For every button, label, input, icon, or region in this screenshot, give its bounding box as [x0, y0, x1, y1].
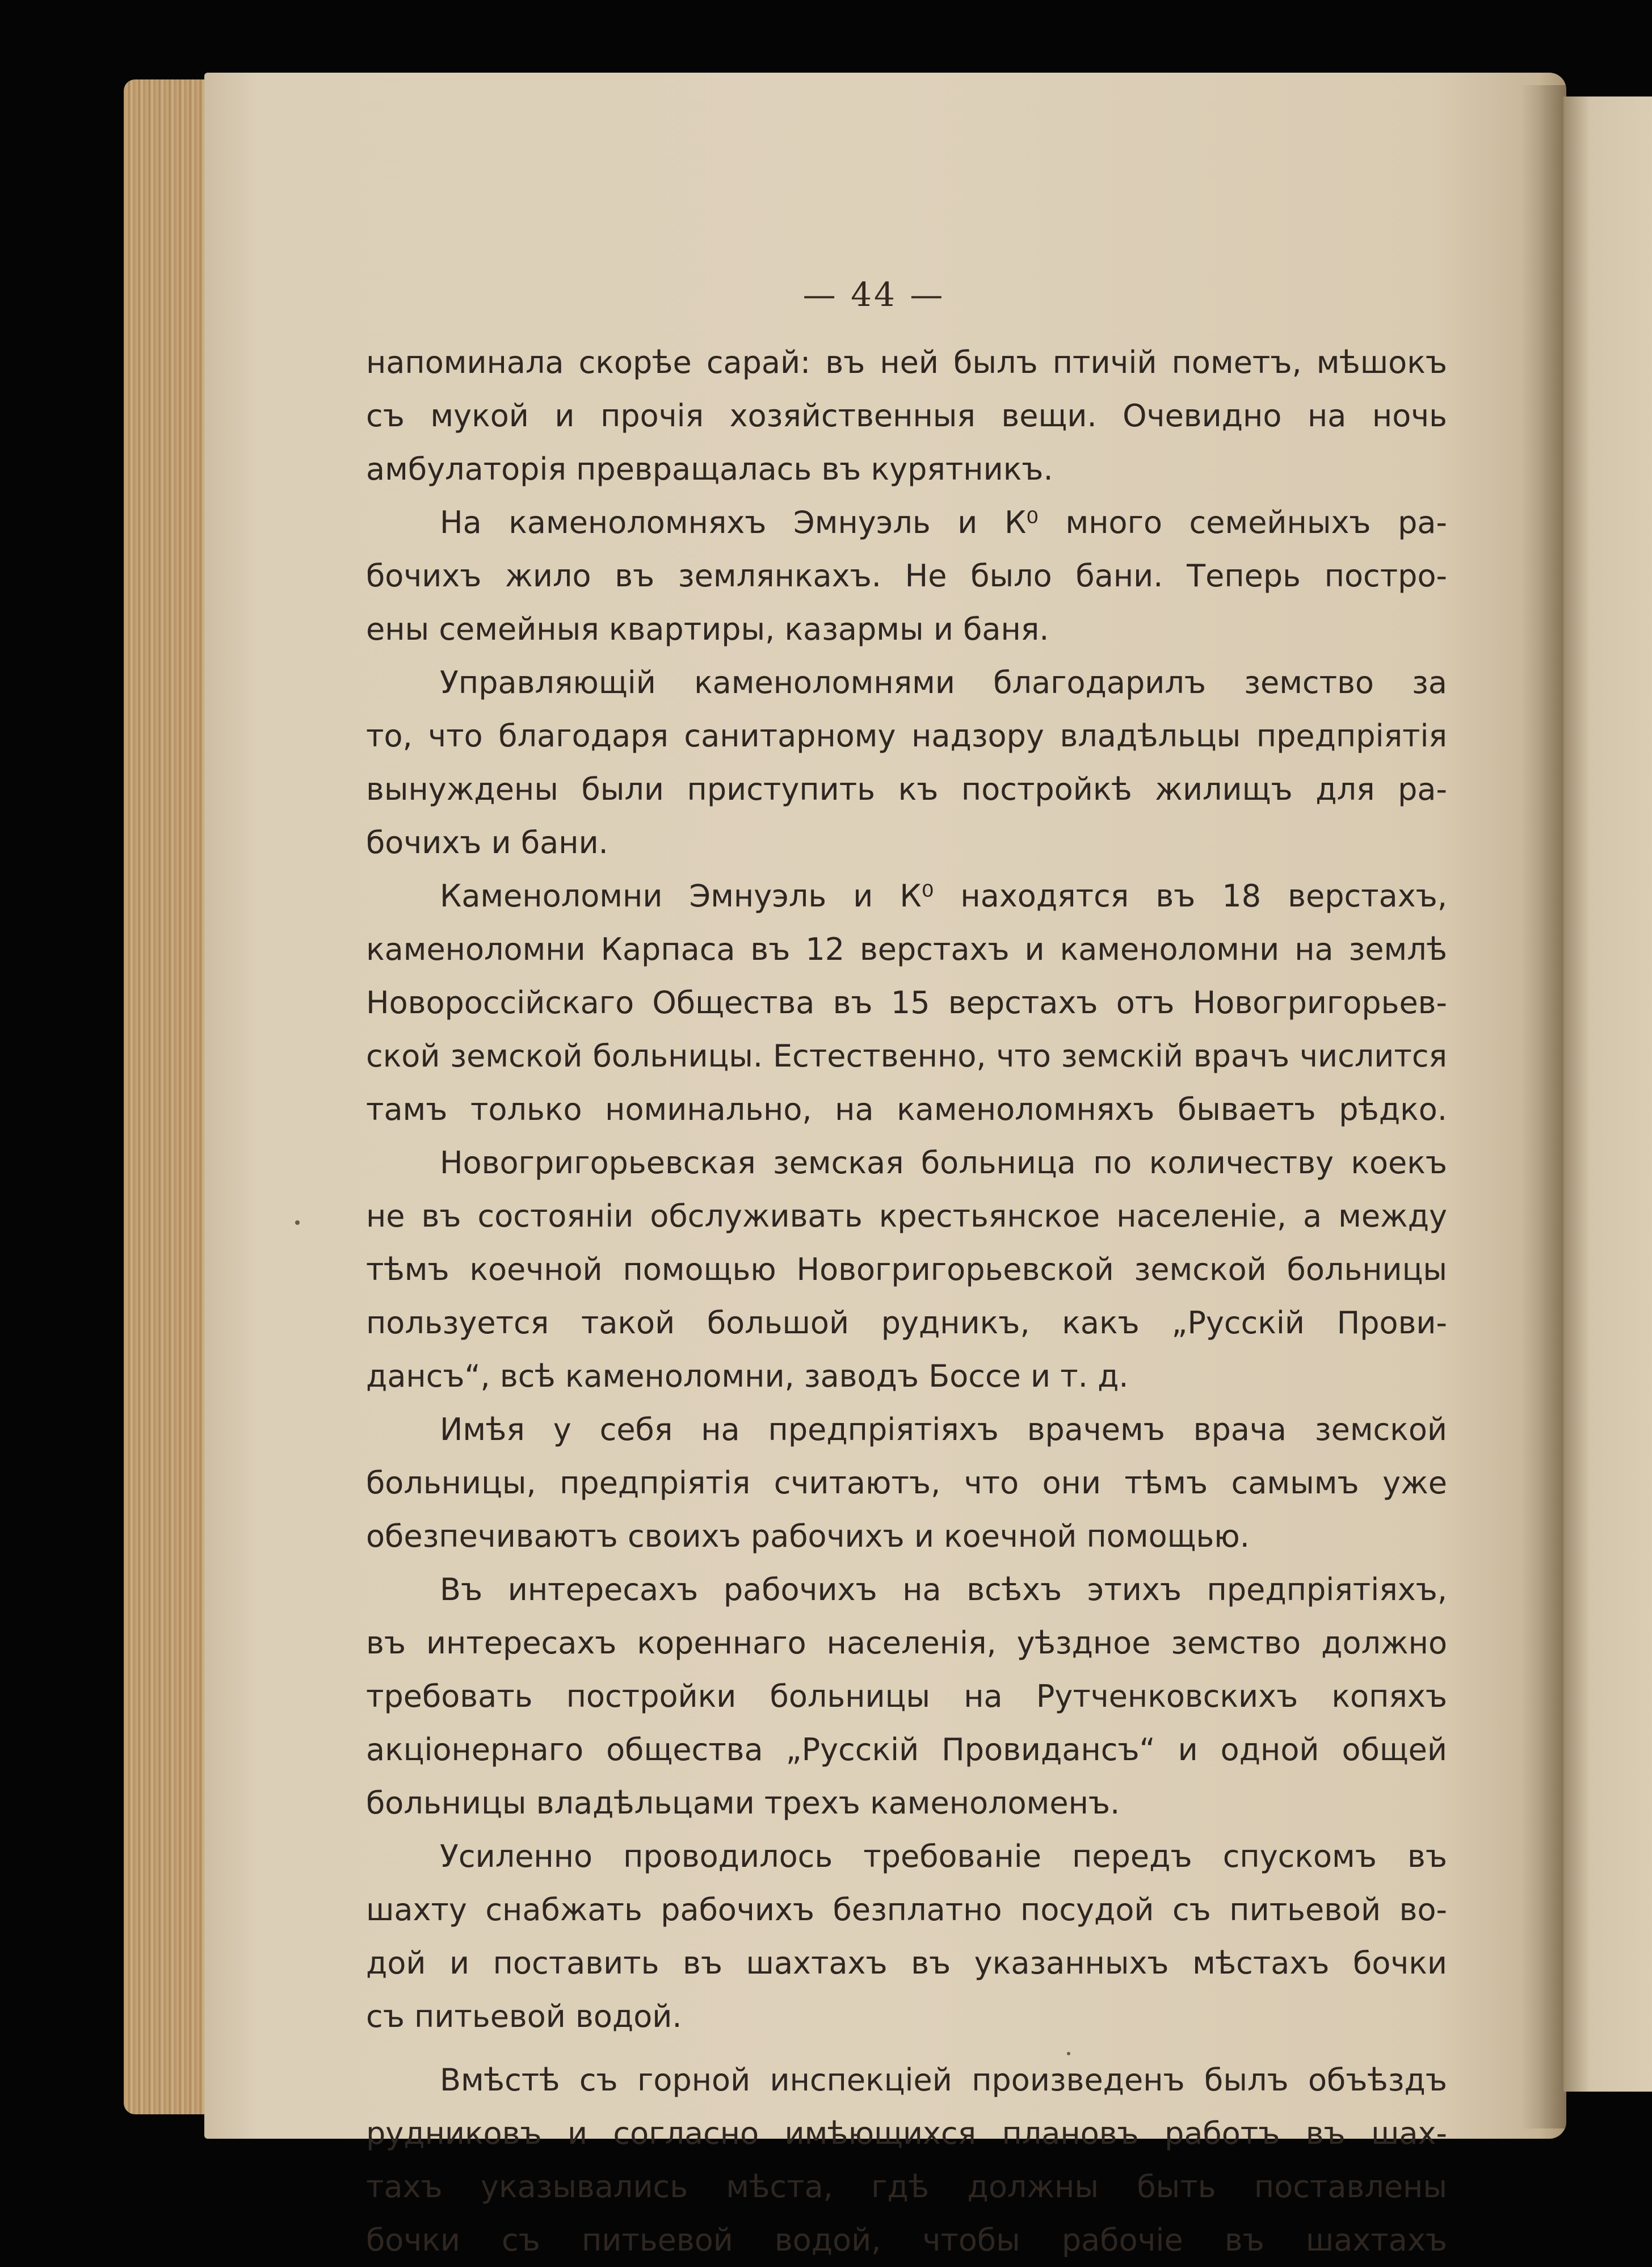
- text-line: ены семейныя квартиры, казармы и баня.: [366, 611, 1049, 647]
- text-line: въ интересахъ кореннаго населенія, уѣздное земство должно: [366, 1625, 1447, 1661]
- text-line: не въ состояніи обслуживать крестьянское населеніе, а между: [366, 1198, 1447, 1234]
- text-line: то, что благодаря санитарному надзору владѣльцы предпріятія: [366, 718, 1447, 754]
- text-line: вынуждены были приступить къ постройкѣ жилищъ для ра-: [366, 771, 1447, 807]
- paragraph-start: Новогригорьевская земская больница по количеству коекъ: [440, 1145, 1447, 1181]
- paragraph-start: Вмѣстѣ съ горной инспекціей произведенъ былъ объѣздъ: [440, 2062, 1447, 2098]
- text-line: съ мукой и прочія хозяйственныя вещи. Очевидно на ночь: [366, 398, 1447, 434]
- text-line: акціонернаго общества „Русскій Провидансъ“ и одной общей: [366, 1732, 1447, 1768]
- paragraph-start: Въ интересахъ рабочихъ на всѣхъ этихъ предпріятіяхъ,: [440, 1572, 1447, 1607]
- text-line: бочихъ и бани.: [366, 825, 608, 860]
- text-line: больницы, предпріятія считаютъ, что они тѣмъ самымъ уже: [366, 1465, 1447, 1501]
- paragraph-start: Управляющій каменоломнями благодарилъ земство за: [440, 665, 1447, 700]
- text-line: пользуется такой большой рудникъ, какъ „Русскій Прови-: [366, 1305, 1447, 1341]
- text-line: съ питьевой водой.: [366, 1999, 682, 2034]
- text-line: напоминала скорѣе сарай: въ ней былъ птичій пометъ, мѣшокъ: [366, 345, 1447, 380]
- text-line: дансъ“, всѣ каменоломни, заводъ Боссе и т. д.: [366, 1358, 1129, 1394]
- body-text: [366, 336, 1447, 2267]
- text-line: тахъ указывались мѣста, гдѣ должны быть поставлены: [366, 2169, 1447, 2205]
- facing-page-edge: [1563, 96, 1652, 2092]
- page-number: — 44 —: [802, 275, 945, 314]
- text-line: бочихъ жило въ землянкахъ. Не было бани. Теперь постро-: [366, 558, 1447, 594]
- text-line: ской земской больницы. Естественно, что земскій врачъ числится: [366, 1038, 1447, 1074]
- text-line: больницы владѣльцами трехъ каменоломенъ.: [366, 1785, 1120, 1821]
- text-line: шахту снабжать рабочихъ безплатно посудой съ питьевой во-: [366, 1892, 1447, 1928]
- text-line: тѣмъ коечной помощью Новогригорьевской земской больницы: [366, 1252, 1447, 1287]
- paper-speck: [1067, 2052, 1070, 2055]
- text-line: амбулаторія превращалась въ курятникъ.: [366, 451, 1053, 487]
- text-line: каменоломни Карпаса въ 12 верстахъ и каменоломни на землѣ: [366, 931, 1447, 967]
- text-line: бочки съ питьевой водой, чтобы рабочіе въ шахтахъ: [366, 2222, 1447, 2258]
- text-line: дой и поставить въ шахтахъ въ указанныхъ мѣстахъ бочки: [366, 1945, 1447, 1981]
- paragraph-start: Имѣя у себя на предпріятіяхъ врачемъ врача земской: [440, 1412, 1447, 1447]
- text-line: требовать постройки больницы на Рутченковскихъ копяхъ: [366, 1678, 1447, 1714]
- gutter-shadow: [1521, 85, 1566, 2129]
- paragraph-start: Усиленно проводилось требованіе передъ спускомъ въ: [440, 1838, 1447, 1874]
- text-line: рудниковъ и согласно имѣющихся плановъ работъ въ шах-: [366, 2115, 1447, 2151]
- paragraph-start: Каменоломни Эмнуэль и К⁰ находятся въ 18 верстахъ,: [440, 878, 1447, 914]
- text-line: Новороссійскаго Общества въ 15 верстахъ отъ Новогригорьев-: [366, 985, 1447, 1021]
- paragraph-start: На каменоломняхъ Эмнуэль и К⁰ много семейныхъ ра-: [440, 505, 1447, 540]
- page-edges: [124, 79, 215, 2114]
- paper-speck: [295, 1220, 300, 1225]
- text-line: обезпечиваютъ своихъ рабочихъ и коечной помощью.: [366, 1518, 1250, 1554]
- text-line: тамъ только номинально, на каменоломняхъ бываетъ рѣдко.: [366, 1091, 1447, 1127]
